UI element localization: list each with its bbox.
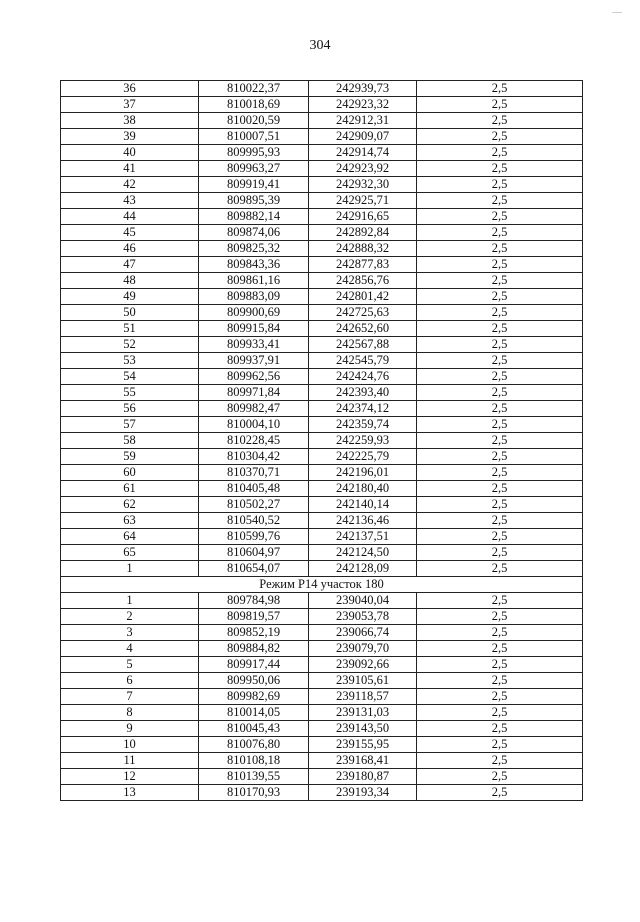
point-number-cell: 41 xyxy=(61,161,199,177)
point-number-cell: 59 xyxy=(61,449,199,465)
value-cell: 2,5 xyxy=(417,449,583,465)
y-coordinate-cell: 242225,79 xyxy=(309,449,417,465)
x-coordinate-cell: 809937,91 xyxy=(199,353,309,369)
value-cell: 2,5 xyxy=(417,193,583,209)
point-number-cell: 7 xyxy=(61,689,199,705)
value-cell: 2,5 xyxy=(417,177,583,193)
value-cell: 2,5 xyxy=(417,737,583,753)
point-number-cell: 10 xyxy=(61,737,199,753)
rows-after xyxy=(61,593,583,801)
y-coordinate-cell: 242892,84 xyxy=(309,225,417,241)
table-row xyxy=(61,497,583,513)
y-coordinate-cell: 242725,63 xyxy=(309,305,417,321)
y-coordinate-cell: 239180,87 xyxy=(309,769,417,785)
point-number-cell: 58 xyxy=(61,433,199,449)
value-cell: 2,5 xyxy=(417,97,583,113)
y-coordinate-cell: 242914,74 xyxy=(309,145,417,161)
x-coordinate-cell: 809874,06 xyxy=(199,225,309,241)
point-number-cell: 46 xyxy=(61,241,199,257)
table-row xyxy=(61,769,583,785)
x-coordinate-cell: 809852,19 xyxy=(199,625,309,641)
x-coordinate-cell: 809962,56 xyxy=(199,369,309,385)
y-coordinate-cell: 242128,09 xyxy=(309,561,417,577)
point-number-cell: 11 xyxy=(61,753,199,769)
point-number-cell: 1 xyxy=(61,593,199,609)
x-coordinate-cell: 810045,43 xyxy=(199,721,309,737)
y-coordinate-cell: 242652,60 xyxy=(309,321,417,337)
y-coordinate-cell: 239066,74 xyxy=(309,625,417,641)
y-coordinate-cell: 239193,34 xyxy=(309,785,417,801)
point-number-cell: 61 xyxy=(61,481,199,497)
x-coordinate-cell: 810076,80 xyxy=(199,737,309,753)
value-cell: 2,5 xyxy=(417,353,583,369)
table-row xyxy=(61,545,583,561)
y-coordinate-cell: 239131,03 xyxy=(309,705,417,721)
point-number-cell: 50 xyxy=(61,305,199,321)
y-coordinate-cell: 242124,50 xyxy=(309,545,417,561)
point-number-cell: 49 xyxy=(61,289,199,305)
x-coordinate-cell: 810022,37 xyxy=(199,81,309,97)
table-row xyxy=(61,593,583,609)
y-coordinate-cell: 242545,79 xyxy=(309,353,417,369)
point-number-cell: 5 xyxy=(61,657,199,673)
table-row xyxy=(61,225,583,241)
table-row xyxy=(61,689,583,705)
x-coordinate-cell: 810599,76 xyxy=(199,529,309,545)
value-cell: 2,5 xyxy=(417,145,583,161)
point-number-cell: 51 xyxy=(61,321,199,337)
x-coordinate-cell: 809982,69 xyxy=(199,689,309,705)
y-coordinate-cell: 239053,78 xyxy=(309,609,417,625)
point-number-cell: 39 xyxy=(61,129,199,145)
value-cell: 2,5 xyxy=(417,785,583,801)
table-row xyxy=(61,241,583,257)
table-row xyxy=(61,289,583,305)
table-row xyxy=(61,97,583,113)
table-row xyxy=(61,625,583,641)
y-coordinate-cell: 239040,04 xyxy=(309,593,417,609)
y-coordinate-cell: 242877,83 xyxy=(309,257,417,273)
point-number-cell: 38 xyxy=(61,113,199,129)
y-coordinate-cell: 242939,73 xyxy=(309,81,417,97)
table-row xyxy=(61,385,583,401)
table-row xyxy=(61,273,583,289)
y-coordinate-cell: 239168,41 xyxy=(309,753,417,769)
value-cell: 2,5 xyxy=(417,401,583,417)
value-cell: 2,5 xyxy=(417,753,583,769)
point-number-cell: 9 xyxy=(61,721,199,737)
y-coordinate-cell: 239143,50 xyxy=(309,721,417,737)
value-cell: 2,5 xyxy=(417,257,583,273)
scan-speck xyxy=(612,12,622,13)
table-row xyxy=(61,129,583,145)
y-coordinate-cell: 242856,76 xyxy=(309,273,417,289)
coordinates-table xyxy=(60,80,583,801)
table-row xyxy=(61,609,583,625)
point-number-cell: 57 xyxy=(61,417,199,433)
x-coordinate-cell: 810405,48 xyxy=(199,481,309,497)
table-row xyxy=(61,417,583,433)
value-cell: 2,5 xyxy=(417,545,583,561)
table-row xyxy=(61,113,583,129)
y-coordinate-cell: 242909,07 xyxy=(309,129,417,145)
point-number-cell: 55 xyxy=(61,385,199,401)
point-number-cell: 6 xyxy=(61,673,199,689)
y-coordinate-cell: 242259,93 xyxy=(309,433,417,449)
point-number-cell: 37 xyxy=(61,97,199,113)
value-cell: 2,5 xyxy=(417,769,583,785)
y-coordinate-cell: 242137,51 xyxy=(309,529,417,545)
page-number: 304 xyxy=(309,38,331,53)
rows-before xyxy=(61,81,583,577)
table-row xyxy=(61,481,583,497)
x-coordinate-cell: 809919,41 xyxy=(199,177,309,193)
y-coordinate-cell: 242196,01 xyxy=(309,465,417,481)
value-cell: 2,5 xyxy=(417,657,583,673)
table-row xyxy=(61,433,583,449)
x-coordinate-cell: 810007,51 xyxy=(199,129,309,145)
value-cell: 2,5 xyxy=(417,689,583,705)
point-number-cell: 13 xyxy=(61,785,199,801)
table-row xyxy=(61,305,583,321)
point-number-cell: 2 xyxy=(61,609,199,625)
table-row xyxy=(61,705,583,721)
table-row xyxy=(61,561,583,577)
point-number-cell: 53 xyxy=(61,353,199,369)
x-coordinate-cell: 809825,32 xyxy=(199,241,309,257)
x-coordinate-cell: 810108,18 xyxy=(199,753,309,769)
x-coordinate-cell: 809900,69 xyxy=(199,305,309,321)
table-row xyxy=(61,465,583,481)
x-coordinate-cell: 809819,57 xyxy=(199,609,309,625)
y-coordinate-cell: 242912,31 xyxy=(309,113,417,129)
x-coordinate-cell: 810139,55 xyxy=(199,769,309,785)
x-coordinate-cell: 810228,45 xyxy=(199,433,309,449)
y-coordinate-cell: 242923,32 xyxy=(309,97,417,113)
value-cell: 2,5 xyxy=(417,305,583,321)
x-coordinate-cell: 810654,07 xyxy=(199,561,309,577)
point-number-cell: 40 xyxy=(61,145,199,161)
x-coordinate-cell: 809995,93 xyxy=(199,145,309,161)
x-coordinate-cell: 810014,05 xyxy=(199,705,309,721)
x-coordinate-cell: 809882,14 xyxy=(199,209,309,225)
y-coordinate-cell: 239092,66 xyxy=(309,657,417,673)
point-number-cell: 56 xyxy=(61,401,199,417)
value-cell: 2,5 xyxy=(417,273,583,289)
value-cell: 2,5 xyxy=(417,513,583,529)
x-coordinate-cell: 810540,52 xyxy=(199,513,309,529)
y-coordinate-cell: 242925,71 xyxy=(309,193,417,209)
point-number-cell: 44 xyxy=(61,209,199,225)
table-row xyxy=(61,401,583,417)
x-coordinate-cell: 810004,10 xyxy=(199,417,309,433)
y-coordinate-cell: 239079,70 xyxy=(309,641,417,657)
value-cell: 2,5 xyxy=(417,209,583,225)
x-coordinate-cell: 809963,27 xyxy=(199,161,309,177)
table-row xyxy=(61,529,583,545)
y-coordinate-cell: 242801,42 xyxy=(309,289,417,305)
value-cell: 2,5 xyxy=(417,705,583,721)
x-coordinate-cell: 810370,71 xyxy=(199,465,309,481)
point-number-cell: 4 xyxy=(61,641,199,657)
value-cell: 2,5 xyxy=(417,609,583,625)
table-row xyxy=(61,785,583,801)
point-number-cell: 43 xyxy=(61,193,199,209)
y-coordinate-cell: 242888,32 xyxy=(309,241,417,257)
point-number-cell: 52 xyxy=(61,337,199,353)
table-row xyxy=(61,449,583,465)
value-cell: 2,5 xyxy=(417,337,583,353)
table-row xyxy=(61,513,583,529)
point-number-cell: 63 xyxy=(61,513,199,529)
y-coordinate-cell: 242916,65 xyxy=(309,209,417,225)
table-row xyxy=(61,257,583,273)
value-cell: 2,5 xyxy=(417,225,583,241)
point-number-cell: 3 xyxy=(61,625,199,641)
y-coordinate-cell: 242567,88 xyxy=(309,337,417,353)
table-row xyxy=(61,321,583,337)
point-number-cell: 62 xyxy=(61,497,199,513)
value-cell: 2,5 xyxy=(417,481,583,497)
value-cell: 2,5 xyxy=(417,417,583,433)
point-number-cell: 1 xyxy=(61,561,199,577)
y-coordinate-cell: 242393,40 xyxy=(309,385,417,401)
value-cell: 2,5 xyxy=(417,625,583,641)
point-number-cell: 54 xyxy=(61,369,199,385)
value-cell: 2,5 xyxy=(417,289,583,305)
value-cell: 2,5 xyxy=(417,561,583,577)
value-cell: 2,5 xyxy=(417,593,583,609)
table-row xyxy=(61,81,583,97)
y-coordinate-cell: 242424,76 xyxy=(309,369,417,385)
x-coordinate-cell: 809915,84 xyxy=(199,321,309,337)
point-number-cell: 47 xyxy=(61,257,199,273)
table-row xyxy=(61,353,583,369)
y-coordinate-cell: 239118,57 xyxy=(309,689,417,705)
value-cell: 2,5 xyxy=(417,529,583,545)
x-coordinate-cell: 809982,47 xyxy=(199,401,309,417)
x-coordinate-cell: 809843,36 xyxy=(199,257,309,273)
y-coordinate-cell: 242923,92 xyxy=(309,161,417,177)
section-title: Режим Р14 участок 180 xyxy=(61,577,583,593)
value-cell: 2,5 xyxy=(417,241,583,257)
point-number-cell: 45 xyxy=(61,225,199,241)
x-coordinate-cell: 810170,93 xyxy=(199,785,309,801)
x-coordinate-cell: 809971,84 xyxy=(199,385,309,401)
point-number-cell: 60 xyxy=(61,465,199,481)
value-cell: 2,5 xyxy=(417,433,583,449)
table-row xyxy=(61,753,583,769)
value-cell: 2,5 xyxy=(417,81,583,97)
value-cell: 2,5 xyxy=(417,721,583,737)
value-cell: 2,5 xyxy=(417,673,583,689)
x-coordinate-cell: 809950,06 xyxy=(199,673,309,689)
point-number-cell: 12 xyxy=(61,769,199,785)
value-cell: 2,5 xyxy=(417,113,583,129)
x-coordinate-cell: 809861,16 xyxy=(199,273,309,289)
table-row xyxy=(61,177,583,193)
table-row xyxy=(61,161,583,177)
value-cell: 2,5 xyxy=(417,161,583,177)
x-coordinate-cell: 809895,39 xyxy=(199,193,309,209)
y-coordinate-cell: 242140,14 xyxy=(309,497,417,513)
table-row xyxy=(61,145,583,161)
x-coordinate-cell: 809933,41 xyxy=(199,337,309,353)
value-cell: 2,5 xyxy=(417,129,583,145)
table-row xyxy=(61,737,583,753)
x-coordinate-cell: 810018,69 xyxy=(199,97,309,113)
x-coordinate-cell: 809883,09 xyxy=(199,289,309,305)
table-row xyxy=(61,641,583,657)
y-coordinate-cell: 239105,61 xyxy=(309,673,417,689)
section-header xyxy=(61,577,583,593)
section-row xyxy=(61,577,583,593)
x-coordinate-cell: 809917,44 xyxy=(199,657,309,673)
y-coordinate-cell: 242359,74 xyxy=(309,417,417,433)
table-row xyxy=(61,209,583,225)
point-number-cell: 36 xyxy=(61,81,199,97)
table-row xyxy=(61,673,583,689)
point-number-cell: 42 xyxy=(61,177,199,193)
table-row xyxy=(61,721,583,737)
point-number-cell: 8 xyxy=(61,705,199,721)
value-cell: 2,5 xyxy=(417,385,583,401)
table-row xyxy=(61,369,583,385)
value-cell: 2,5 xyxy=(417,641,583,657)
table-row xyxy=(61,193,583,209)
x-coordinate-cell: 810020,59 xyxy=(199,113,309,129)
y-coordinate-cell: 242374,12 xyxy=(309,401,417,417)
y-coordinate-cell: 242932,30 xyxy=(309,177,417,193)
y-coordinate-cell: 242136,46 xyxy=(309,513,417,529)
point-number-cell: 48 xyxy=(61,273,199,289)
x-coordinate-cell: 810502,27 xyxy=(199,497,309,513)
x-coordinate-cell: 809884,82 xyxy=(199,641,309,657)
x-coordinate-cell: 810304,42 xyxy=(199,449,309,465)
value-cell: 2,5 xyxy=(417,369,583,385)
x-coordinate-cell: 809784,98 xyxy=(199,593,309,609)
y-coordinate-cell: 239155,95 xyxy=(309,737,417,753)
value-cell: 2,5 xyxy=(417,497,583,513)
table-row xyxy=(61,337,583,353)
y-coordinate-cell: 242180,40 xyxy=(309,481,417,497)
point-number-cell: 64 xyxy=(61,529,199,545)
point-number-cell: 65 xyxy=(61,545,199,561)
value-cell: 2,5 xyxy=(417,465,583,481)
value-cell: 2,5 xyxy=(417,321,583,337)
x-coordinate-cell: 810604,97 xyxy=(199,545,309,561)
table-row xyxy=(61,657,583,673)
